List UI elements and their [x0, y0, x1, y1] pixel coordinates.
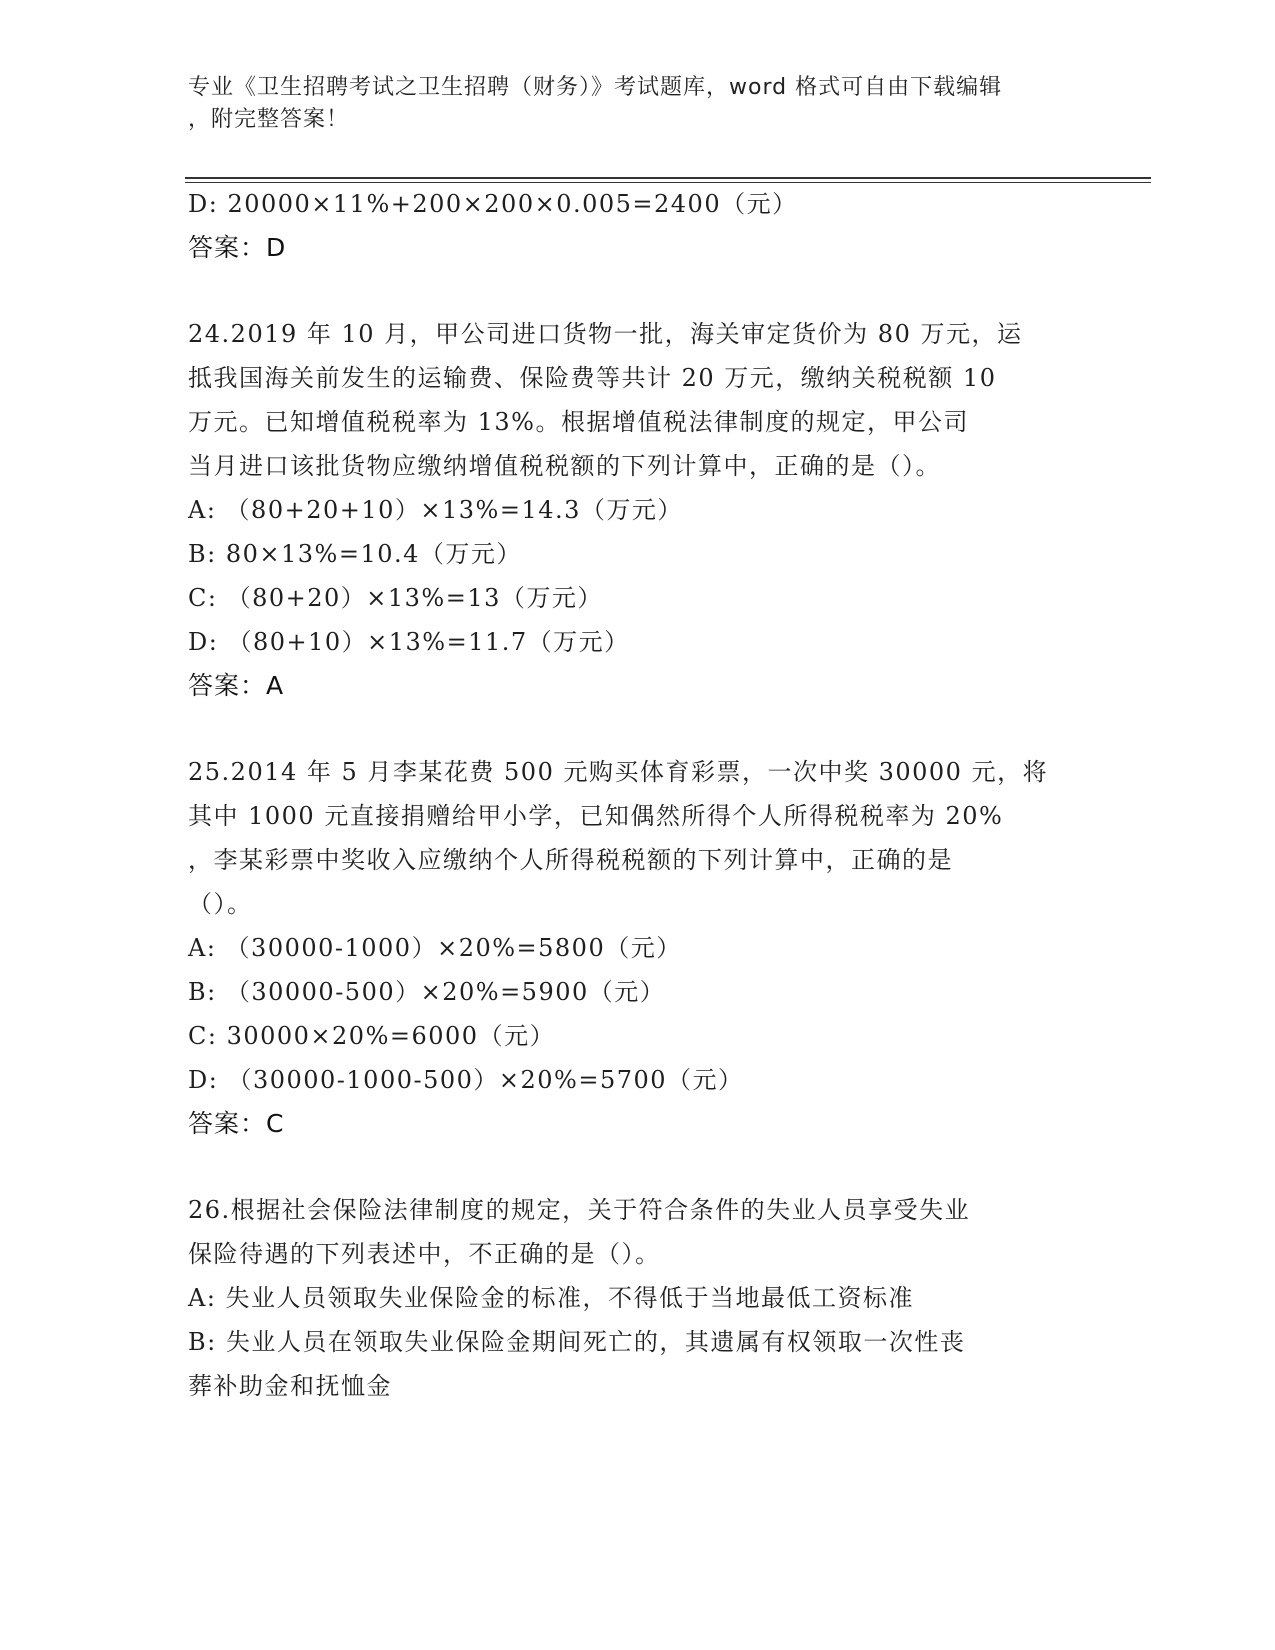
option-d: D: （30000-1000-500）×20%=5700（元） — [188, 1066, 744, 1094]
answer: 答案：C — [188, 1109, 285, 1138]
option-a: A: （30000-1000）×20%=5800（元） — [188, 934, 682, 962]
option-a: A: 失业人员领取失业保险金的标准，不得低于当地最低工资标准 — [188, 1284, 915, 1312]
question-25-text: ，李某彩票中奖收入应缴纳个人所得税税额的下列计算中，正确的是 — [188, 846, 953, 874]
question-24-text: 抵我国海关前发生的运输费、保险费等共计 20 万元，缴纳关税税额 10 — [188, 364, 997, 392]
option-b-continued: 葬补助金和抚恤金 — [188, 1372, 392, 1400]
option-c: C: （80+20）×13%=13（万元） — [188, 584, 603, 612]
header-line: ，附完整答案！ — [188, 107, 350, 132]
question-25-text: （）。 — [188, 890, 253, 918]
option-d: D: （80+10）×13%=11.7（万元） — [188, 628, 630, 656]
option-b: B: 80×13%=10.4（万元） — [188, 540, 522, 568]
page-header — [188, 72, 1068, 136]
answer: 答案：A — [188, 671, 285, 700]
option-d: D: 20000×11%+200×200×0.005=2400（元） — [188, 190, 798, 218]
header-line: 专业《卫生招聘考试之卫生招聘（财务）》考试题库，word 格式可自由下载编辑 — [188, 75, 1003, 100]
question-25-text: 其中 1000 元直接捐赠给甲小学，已知偶然所得个人所得税税率为 20% — [188, 802, 1004, 830]
question-26-text: 26.根据社会保险法律制度的规定，关于符合条件的失业人员享受失业 — [188, 1196, 971, 1224]
question-26-text: 保险待遇的下列表述中，不正确的是（）。 — [188, 1240, 661, 1268]
option-c: C: 30000×20%=6000（元） — [188, 1022, 556, 1050]
option-b: B: 失业人员在领取失业保险金期间死亡的，其遗属有权领取一次性丧 — [188, 1328, 966, 1356]
answer: 答案：D — [188, 233, 287, 262]
question-24-text: 当月进口该批货物应缴纳增值税税额的下列计算中，正确的是（）。 — [188, 452, 941, 480]
header-divider — [185, 177, 1151, 179]
question-24-text: 万元。已知增值税税率为 13%。根据增值税法律制度的规定，甲公司 — [188, 408, 969, 436]
question-25-text: 25.2014 年 5 月李某花费 500 元购买体育彩票，一次中奖 30000 元，将 — [188, 758, 1049, 786]
question-24-text: 24.2019 年 10 月，甲公司进口货物一批，海关审定货价为 80 万元，运 — [188, 320, 1023, 348]
header-divider — [185, 182, 1151, 183]
option-b: B: （30000-500）×20%=5900（元） — [188, 978, 666, 1006]
option-a: A: （80+20+10）×13%=14.3（万元） — [188, 496, 683, 524]
